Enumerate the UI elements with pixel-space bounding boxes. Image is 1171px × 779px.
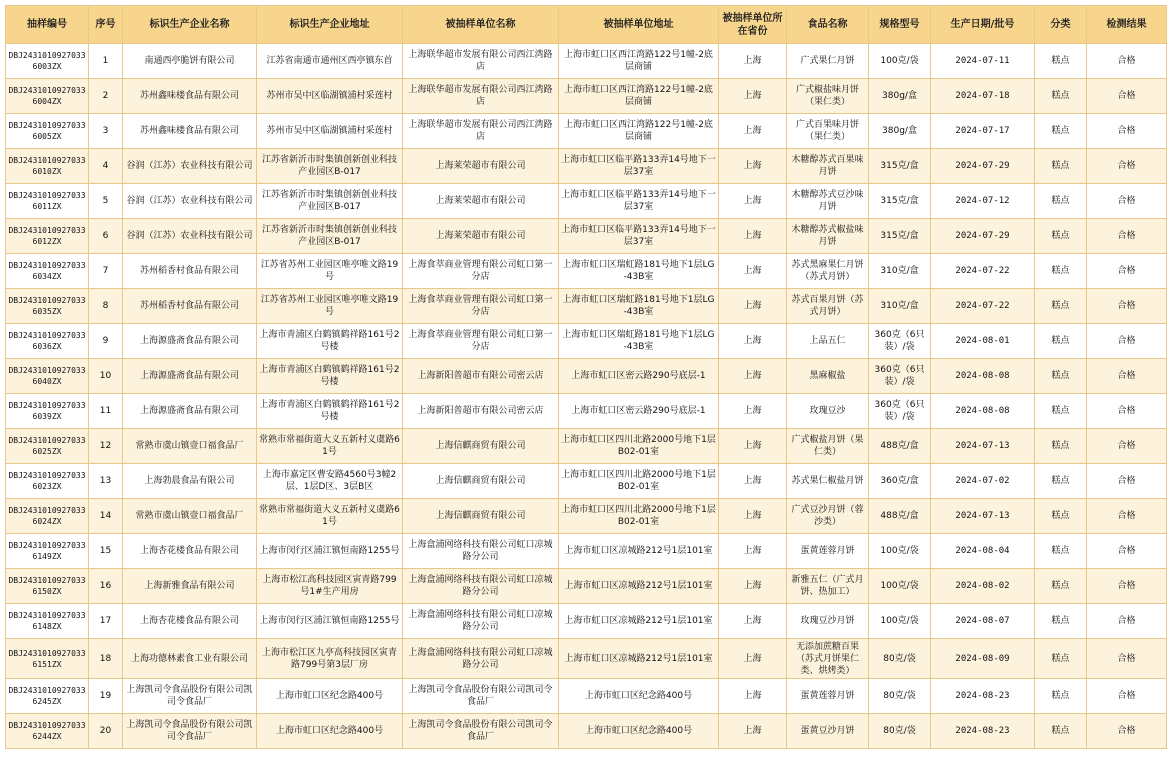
cell-result: 合格	[1087, 679, 1167, 714]
table-row	[6, 44, 1167, 79]
cell-index: 14	[89, 499, 123, 534]
cell-spec: 488克/盒	[869, 429, 931, 464]
cell-category: 糕点	[1035, 569, 1087, 604]
cell-spec: 310克/盒	[869, 289, 931, 324]
cell-category: 糕点	[1035, 534, 1087, 569]
cell-index: 8	[89, 289, 123, 324]
cell-manufacturer-name: 苏州稻香村食品有限公司	[123, 254, 257, 289]
cell-result: 合格	[1087, 464, 1167, 499]
cell-sampled-unit-address: 上海市虹口区凉城路212号1层101室	[559, 604, 719, 639]
cell-food-name: 木糖醇苏式豆沙味月饼	[787, 184, 869, 219]
cell-food-name: 新雅五仁（广式月饼、热加工）	[787, 569, 869, 604]
cell-food-name: 蛋黄豆沙月饼	[787, 714, 869, 749]
cell-sampled-unit-name: 上海凯司令食品股份有限公司凯司令食品厂	[403, 679, 559, 714]
cell-sampled-unit-name: 上海新阳普超市有限公司密云店	[403, 359, 559, 394]
table-row	[6, 534, 1167, 569]
cell-result: 合格	[1087, 184, 1167, 219]
cell-food-name: 木糖醇苏式椒盐味月饼	[787, 219, 869, 254]
cell-manufacturer-name: 苏州鑫味楼食品有限公司	[123, 79, 257, 114]
cell-production-date: 2024-08-07	[931, 604, 1035, 639]
cell-category: 糕点	[1035, 604, 1087, 639]
cell-result: 合格	[1087, 639, 1167, 679]
cell-production-date: 2024-07-12	[931, 184, 1035, 219]
header-manufacturer-name: 标识生产企业名称	[123, 6, 257, 44]
inspection-results-table	[5, 5, 1167, 749]
cell-sample-no: DBJ24310109270336025ZX	[6, 429, 89, 464]
cell-production-date: 2024-07-13	[931, 499, 1035, 534]
header-category: 分类	[1035, 6, 1087, 44]
header-index: 序号	[89, 6, 123, 44]
cell-spec: 100克/袋	[869, 569, 931, 604]
cell-food-name: 广式椒盐味月饼（果仁类）	[787, 79, 869, 114]
cell-index: 12	[89, 429, 123, 464]
cell-manufacturer-name: 上海源盛斋食品有限公司	[123, 359, 257, 394]
cell-manufacturer-address: 上海市青浦区白鹤镇鹤祥路161号2号楼	[257, 394, 403, 429]
table-row	[6, 499, 1167, 534]
cell-sampled-unit-name: 上海食萃商业管理有限公司虹口第一分店	[403, 254, 559, 289]
cell-category: 糕点	[1035, 289, 1087, 324]
cell-result: 合格	[1087, 499, 1167, 534]
cell-index: 15	[89, 534, 123, 569]
cell-sampled-unit-name: 上海莱荣超市有限公司	[403, 149, 559, 184]
cell-province: 上海	[719, 324, 787, 359]
cell-province: 上海	[719, 114, 787, 149]
cell-sampled-unit-address: 上海市虹口区西江湾路122号1幢-2底层商铺	[559, 44, 719, 79]
cell-sampled-unit-name: 上海食萃商业管理有限公司虹口第一分店	[403, 289, 559, 324]
cell-manufacturer-name: 上海源盛斋食品有限公司	[123, 394, 257, 429]
cell-sampled-unit-address: 上海市虹口区密云路290号底层-1	[559, 359, 719, 394]
cell-manufacturer-address: 上海市青浦区白鹤镇鹤祥路161号2号楼	[257, 324, 403, 359]
cell-province: 上海	[719, 289, 787, 324]
cell-food-name: 苏式黑麻果仁月饼（苏式月饼）	[787, 254, 869, 289]
header-result: 检测结果	[1087, 6, 1167, 44]
cell-manufacturer-name: 常熟市虞山镇壹口福食品厂	[123, 429, 257, 464]
cell-sampled-unit-address: 上海市虹口区凉城路212号1层101室	[559, 639, 719, 679]
cell-production-date: 2024-08-23	[931, 714, 1035, 749]
cell-sample-no: DBJ24310109270336150ZX	[6, 569, 89, 604]
cell-category: 糕点	[1035, 394, 1087, 429]
cell-production-date: 2024-08-23	[931, 679, 1035, 714]
cell-category: 糕点	[1035, 149, 1087, 184]
cell-spec: 310克/盒	[869, 254, 931, 289]
cell-result: 合格	[1087, 44, 1167, 79]
cell-manufacturer-name: 常熟市虞山镇壹口福食品厂	[123, 499, 257, 534]
cell-food-name: 广式豆沙月饼（蓉沙类）	[787, 499, 869, 534]
cell-food-name: 蛋黄莲蓉月饼	[787, 534, 869, 569]
cell-production-date: 2024-08-08	[931, 394, 1035, 429]
cell-production-date: 2024-07-02	[931, 464, 1035, 499]
header-production-date: 生产日期/批号	[931, 6, 1035, 44]
table-row	[6, 714, 1167, 749]
cell-sampled-unit-address: 上海市虹口区瑞虹路181号地下1层LG-43B室	[559, 254, 719, 289]
cell-result: 合格	[1087, 79, 1167, 114]
cell-manufacturer-name: 上海勃晨食品有限公司	[123, 464, 257, 499]
table-row	[6, 289, 1167, 324]
cell-spec: 488克/盒	[869, 499, 931, 534]
cell-index: 17	[89, 604, 123, 639]
cell-province: 上海	[719, 79, 787, 114]
cell-category: 糕点	[1035, 219, 1087, 254]
cell-sampled-unit-name: 上海信麒商贸有限公司	[403, 464, 559, 499]
cell-index: 18	[89, 639, 123, 679]
cell-sampled-unit-address: 上海市虹口区凉城路212号1层101室	[559, 569, 719, 604]
cell-sample-no: DBJ24310109270336012ZX	[6, 219, 89, 254]
table-row	[6, 184, 1167, 219]
cell-food-name: 蛋黄莲蓉月饼	[787, 679, 869, 714]
cell-sampled-unit-address: 上海市虹口区四川北路2000号地下1层B02-01室	[559, 464, 719, 499]
cell-food-name: 玫瑰豆沙月饼	[787, 604, 869, 639]
cell-spec: 380g/盒	[869, 79, 931, 114]
cell-production-date: 2024-07-22	[931, 254, 1035, 289]
cell-production-date: 2024-07-29	[931, 149, 1035, 184]
table-row	[6, 604, 1167, 639]
cell-manufacturer-address: 苏州市吴中区临湖镇浦村采莲村	[257, 79, 403, 114]
cell-production-date: 2024-07-18	[931, 79, 1035, 114]
cell-sampled-unit-address: 上海市虹口区四川北路2000号地下1层B02-01室	[559, 429, 719, 464]
cell-province: 上海	[719, 254, 787, 289]
cell-manufacturer-address: 常熟市常福街道大义五新村义虞路61号	[257, 429, 403, 464]
cell-sampled-unit-name: 上海信麒商贸有限公司	[403, 499, 559, 534]
cell-manufacturer-address: 上海市嘉定区曹安路4560号3幢2层、1层D区、3层B区	[257, 464, 403, 499]
header-sampled-unit-address: 被抽样单位地址	[559, 6, 719, 44]
cell-sample-no: DBJ24310109270336036ZX	[6, 324, 89, 359]
cell-manufacturer-address: 江苏省苏州工业园区唯亭唯文路19号	[257, 289, 403, 324]
cell-index: 19	[89, 679, 123, 714]
cell-sampled-unit-address: 上海市虹口区密云路290号底层-1	[559, 394, 719, 429]
cell-sampled-unit-name: 上海联华超市发展有限公司西江湾路店	[403, 114, 559, 149]
header-province: 被抽样单位所在省份	[719, 6, 787, 44]
cell-category: 糕点	[1035, 44, 1087, 79]
table-body	[6, 44, 1167, 749]
cell-spec: 80克/袋	[869, 714, 931, 749]
cell-index: 16	[89, 569, 123, 604]
cell-manufacturer-name: 谷润（江苏）农业科技有限公司	[123, 149, 257, 184]
cell-sample-no: DBJ24310109270336023ZX	[6, 464, 89, 499]
cell-sampled-unit-address: 上海市虹口区临平路133弄14号地下一层37室	[559, 149, 719, 184]
cell-manufacturer-address: 江苏省新沂市时集镇创新创业科技产业园区B-017	[257, 184, 403, 219]
cell-sampled-unit-address: 上海市虹口区西江湾路122号1幢-2底层商铺	[559, 114, 719, 149]
cell-manufacturer-address: 江苏省苏州工业园区唯亭唯文路19号	[257, 254, 403, 289]
cell-sample-no: DBJ24310109270336024ZX	[6, 499, 89, 534]
cell-sample-no: DBJ24310109270336010ZX	[6, 149, 89, 184]
cell-province: 上海	[719, 394, 787, 429]
cell-spec: 80克/袋	[869, 679, 931, 714]
cell-category: 糕点	[1035, 499, 1087, 534]
cell-index: 11	[89, 394, 123, 429]
table-row	[6, 359, 1167, 394]
cell-sample-no: DBJ24310109270336149ZX	[6, 534, 89, 569]
cell-manufacturer-name: 谷润（江苏）农业科技有限公司	[123, 184, 257, 219]
cell-manufacturer-address: 苏州市吴中区临湖镇浦村采莲村	[257, 114, 403, 149]
cell-sample-no: DBJ24310109270336151ZX	[6, 639, 89, 679]
cell-manufacturer-address: 上海市青浦区白鹤镇鹤祥路161号2号楼	[257, 359, 403, 394]
cell-province: 上海	[719, 429, 787, 464]
header-manufacturer-address: 标识生产企业地址	[257, 6, 403, 44]
cell-production-date: 2024-08-08	[931, 359, 1035, 394]
cell-spec: 380g/盒	[869, 114, 931, 149]
cell-sampled-unit-name: 上海食萃商业管理有限公司虹口第一分店	[403, 324, 559, 359]
cell-sample-no: DBJ24310109270336005ZX	[6, 114, 89, 149]
cell-spec: 360克（6只装）/袋	[869, 324, 931, 359]
cell-category: 糕点	[1035, 184, 1087, 219]
cell-sample-no: DBJ24310109270336245ZX	[6, 679, 89, 714]
cell-manufacturer-address: 江苏省新沂市时集镇创新创业科技产业园区B-017	[257, 219, 403, 254]
header-row	[6, 6, 1167, 44]
cell-food-name: 黑麻椒盐	[787, 359, 869, 394]
cell-province: 上海	[719, 714, 787, 749]
cell-category: 糕点	[1035, 464, 1087, 499]
cell-manufacturer-name: 上海凯司令食品股份有限公司凯司令食品厂	[123, 679, 257, 714]
cell-food-name: 广式果仁月饼	[787, 44, 869, 79]
cell-result: 合格	[1087, 254, 1167, 289]
cell-manufacturer-name: 苏州稻香村食品有限公司	[123, 289, 257, 324]
cell-category: 糕点	[1035, 639, 1087, 679]
cell-production-date: 2024-07-29	[931, 219, 1035, 254]
cell-index: 20	[89, 714, 123, 749]
cell-manufacturer-address: 江苏省新沂市时集镇创新创业科技产业园区B-017	[257, 149, 403, 184]
cell-sample-no: DBJ24310109270336003ZX	[6, 44, 89, 79]
table-row	[6, 79, 1167, 114]
cell-spec: 315克/盒	[869, 149, 931, 184]
cell-result: 合格	[1087, 394, 1167, 429]
cell-province: 上海	[719, 359, 787, 394]
cell-sampled-unit-address: 上海市虹口区凉城路212号1层101室	[559, 534, 719, 569]
cell-manufacturer-address: 上海市闵行区浦江镇恒南路1255号	[257, 534, 403, 569]
cell-province: 上海	[719, 604, 787, 639]
table-row	[6, 254, 1167, 289]
cell-food-name: 玫瑰豆沙	[787, 394, 869, 429]
cell-manufacturer-name: 谷润（江苏）农业科技有限公司	[123, 219, 257, 254]
cell-province: 上海	[719, 149, 787, 184]
cell-production-date: 2024-07-11	[931, 44, 1035, 79]
cell-result: 合格	[1087, 534, 1167, 569]
cell-sample-no: DBJ24310109270336040ZX	[6, 359, 89, 394]
cell-manufacturer-address: 常熟市常福街道大义五新村义虞路61号	[257, 499, 403, 534]
cell-spec: 315克/盒	[869, 184, 931, 219]
cell-province: 上海	[719, 464, 787, 499]
cell-sample-no: DBJ24310109270336034ZX	[6, 254, 89, 289]
cell-production-date: 2024-08-01	[931, 324, 1035, 359]
cell-sampled-unit-address: 上海市虹口区纪念路400号	[559, 679, 719, 714]
table-row	[6, 219, 1167, 254]
cell-category: 糕点	[1035, 324, 1087, 359]
cell-result: 合格	[1087, 324, 1167, 359]
cell-index: 5	[89, 184, 123, 219]
cell-province: 上海	[719, 219, 787, 254]
cell-result: 合格	[1087, 714, 1167, 749]
cell-manufacturer-name: 南通西亭脆饼有限公司	[123, 44, 257, 79]
cell-index: 2	[89, 79, 123, 114]
cell-sampled-unit-name: 上海新阳普超市有限公司密云店	[403, 394, 559, 429]
cell-category: 糕点	[1035, 79, 1087, 114]
cell-spec: 315克/盒	[869, 219, 931, 254]
cell-category: 糕点	[1035, 359, 1087, 394]
cell-index: 4	[89, 149, 123, 184]
cell-manufacturer-name: 上海源盛斋食品有限公司	[123, 324, 257, 359]
cell-sample-no: DBJ24310109270336004ZX	[6, 79, 89, 114]
cell-spec: 100克/袋	[869, 604, 931, 639]
cell-manufacturer-name: 苏州鑫味楼食品有限公司	[123, 114, 257, 149]
cell-manufacturer-name: 上海杏花楼食品有限公司	[123, 534, 257, 569]
cell-production-date: 2024-08-09	[931, 639, 1035, 679]
cell-sampled-unit-name: 上海莱荣超市有限公司	[403, 184, 559, 219]
cell-sampled-unit-name: 上海盒浦网络科技有限公司虹口凉城路分公司	[403, 604, 559, 639]
cell-result: 合格	[1087, 569, 1167, 604]
cell-category: 糕点	[1035, 679, 1087, 714]
cell-sampled-unit-address: 上海市虹口区纪念路400号	[559, 714, 719, 749]
cell-index: 1	[89, 44, 123, 79]
header-food-name: 食品名称	[787, 6, 869, 44]
cell-spec: 100克/袋	[869, 534, 931, 569]
cell-manufacturer-address: 上海市虹口区纪念路400号	[257, 679, 403, 714]
cell-province: 上海	[719, 534, 787, 569]
cell-spec: 360克（6只装）/袋	[869, 359, 931, 394]
cell-sample-no: DBJ24310109270336011ZX	[6, 184, 89, 219]
cell-sampled-unit-name: 上海盒浦网络科技有限公司虹口凉城路分公司	[403, 569, 559, 604]
table-row	[6, 114, 1167, 149]
cell-food-name: 苏式果仁椒盐月饼	[787, 464, 869, 499]
cell-sampled-unit-name: 上海联华超市发展有限公司西江湾路店	[403, 79, 559, 114]
cell-food-name: 无添加蔗糖百果（苏式月饼果仁类、烘烤类）	[787, 639, 869, 679]
cell-manufacturer-address: 上海市松江区九亭高科技园区寅青路799号第3层厂房	[257, 639, 403, 679]
cell-province: 上海	[719, 639, 787, 679]
cell-food-name: 广式百果味月饼（果仁类）	[787, 114, 869, 149]
cell-sampled-unit-address: 上海市虹口区西江湾路122号1幢-2底层商铺	[559, 79, 719, 114]
table-row	[6, 429, 1167, 464]
cell-result: 合格	[1087, 359, 1167, 394]
cell-sample-no: DBJ24310109270336244ZX	[6, 714, 89, 749]
cell-sampled-unit-name: 上海联华超市发展有限公司西江湾路店	[403, 44, 559, 79]
cell-index: 13	[89, 464, 123, 499]
cell-sampled-unit-name: 上海凯司令食品股份有限公司凯司令食品厂	[403, 714, 559, 749]
cell-production-date: 2024-08-04	[931, 534, 1035, 569]
cell-province: 上海	[719, 184, 787, 219]
cell-sampled-unit-address: 上海市虹口区临平路133弄14号地下一层37室	[559, 184, 719, 219]
table-row	[6, 149, 1167, 184]
cell-province: 上海	[719, 569, 787, 604]
cell-spec: 80克/袋	[869, 639, 931, 679]
cell-province: 上海	[719, 679, 787, 714]
cell-category: 糕点	[1035, 114, 1087, 149]
cell-category: 糕点	[1035, 429, 1087, 464]
table-row	[6, 464, 1167, 499]
cell-result: 合格	[1087, 114, 1167, 149]
cell-food-name: 上品五仁	[787, 324, 869, 359]
table-row	[6, 679, 1167, 714]
header-sample-no: 抽样编号	[6, 6, 89, 44]
cell-province: 上海	[719, 499, 787, 534]
cell-manufacturer-name: 上海新雅食品有限公司	[123, 569, 257, 604]
cell-manufacturer-address: 上海市虹口区纪念路400号	[257, 714, 403, 749]
table-row	[6, 639, 1167, 679]
table-row	[6, 324, 1167, 359]
header-sampled-unit-name: 被抽样单位名称	[403, 6, 559, 44]
cell-sample-no: DBJ24310109270336039ZX	[6, 394, 89, 429]
cell-category: 糕点	[1035, 714, 1087, 749]
cell-result: 合格	[1087, 219, 1167, 254]
inspection-table-container	[5, 5, 1166, 749]
cell-sampled-unit-name: 上海盒浦网络科技有限公司虹口凉城路分公司	[403, 639, 559, 679]
cell-sampled-unit-name: 上海信麒商贸有限公司	[403, 429, 559, 464]
cell-sample-no: DBJ24310109270336035ZX	[6, 289, 89, 324]
cell-index: 3	[89, 114, 123, 149]
cell-production-date: 2024-07-17	[931, 114, 1035, 149]
cell-manufacturer-name: 上海凯司令食品股份有限公司凯司令食品厂	[123, 714, 257, 749]
cell-production-date: 2024-07-13	[931, 429, 1035, 464]
cell-index: 7	[89, 254, 123, 289]
cell-spec: 360克（6只装）/袋	[869, 394, 931, 429]
cell-food-name: 广式椒盐月饼（果仁类）	[787, 429, 869, 464]
cell-sampled-unit-address: 上海市虹口区四川北路2000号地下1层B02-01室	[559, 499, 719, 534]
cell-sample-no: DBJ24310109270336148ZX	[6, 604, 89, 639]
cell-manufacturer-address: 江苏省南通市通州区西亭镇东首	[257, 44, 403, 79]
cell-sampled-unit-address: 上海市虹口区瑞虹路181号地下1层LG-43B室	[559, 324, 719, 359]
cell-result: 合格	[1087, 149, 1167, 184]
cell-manufacturer-address: 上海市松江高科技园区寅青路799号1#生产用房	[257, 569, 403, 604]
cell-index: 6	[89, 219, 123, 254]
cell-province: 上海	[719, 44, 787, 79]
cell-spec: 100克/袋	[869, 44, 931, 79]
cell-sampled-unit-name: 上海盒浦网络科技有限公司虹口凉城路分公司	[403, 534, 559, 569]
cell-result: 合格	[1087, 289, 1167, 324]
header-spec: 规格型号	[869, 6, 931, 44]
cell-sampled-unit-address: 上海市虹口区临平路133弄14号地下一层37室	[559, 219, 719, 254]
cell-manufacturer-name: 上海杏花楼食品有限公司	[123, 604, 257, 639]
cell-sampled-unit-address: 上海市虹口区瑞虹路181号地下1层LG-43B室	[559, 289, 719, 324]
cell-spec: 360克/盒	[869, 464, 931, 499]
cell-sampled-unit-name: 上海莱荣超市有限公司	[403, 219, 559, 254]
cell-manufacturer-address: 上海市闵行区浦江镇恒南路1255号	[257, 604, 403, 639]
cell-result: 合格	[1087, 604, 1167, 639]
cell-index: 9	[89, 324, 123, 359]
cell-manufacturer-name: 上海功德林素食工业有限公司	[123, 639, 257, 679]
cell-food-name: 木糖醇苏式百果味月饼	[787, 149, 869, 184]
cell-production-date: 2024-07-22	[931, 289, 1035, 324]
cell-food-name: 苏式百果月饼（苏式月饼）	[787, 289, 869, 324]
table-row	[6, 569, 1167, 604]
cell-result: 合格	[1087, 429, 1167, 464]
table-row	[6, 394, 1167, 429]
cell-production-date: 2024-08-02	[931, 569, 1035, 604]
cell-category: 糕点	[1035, 254, 1087, 289]
cell-index: 10	[89, 359, 123, 394]
